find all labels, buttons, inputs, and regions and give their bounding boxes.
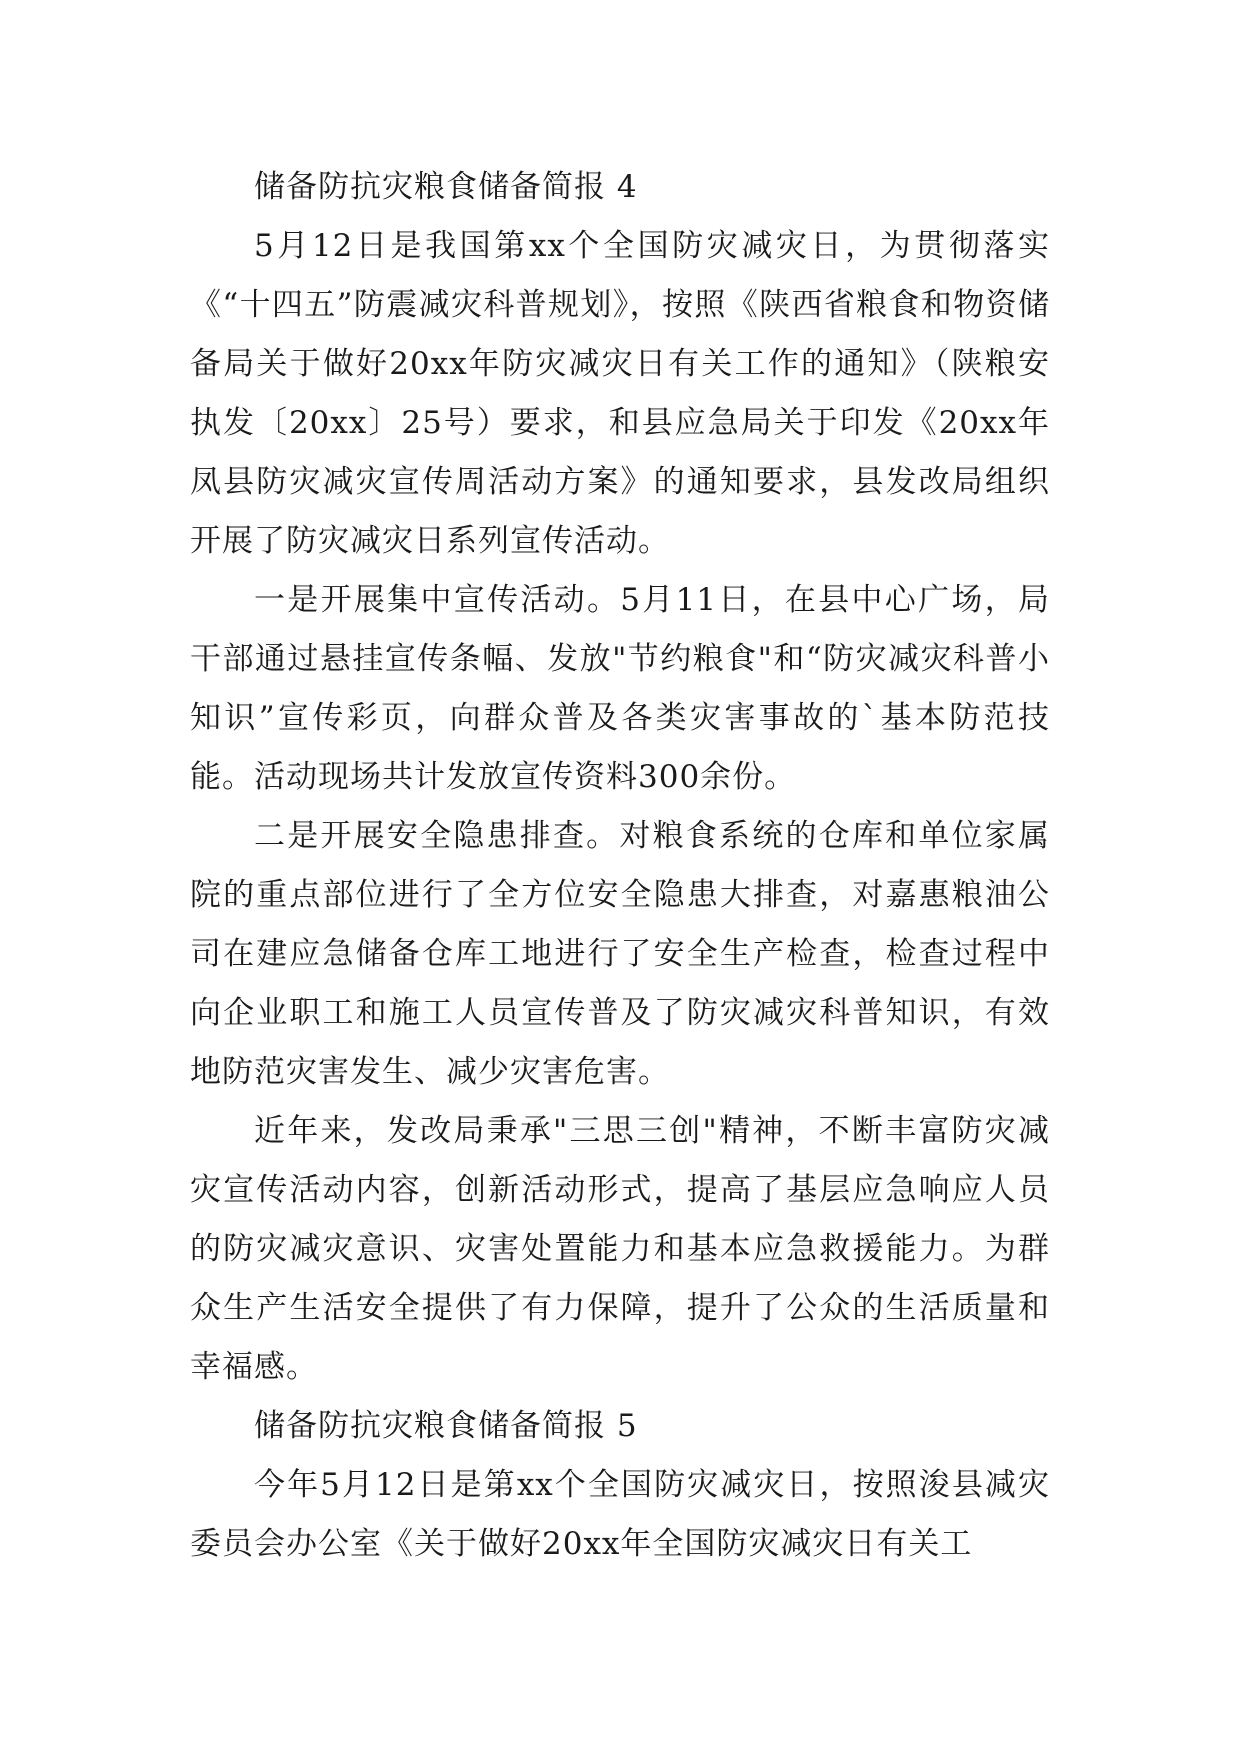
report-section-4	[190, 158, 1050, 1397]
paragraph: 今年5月12日是第xx个全国防灾减灾日，按照浚县减灾委员会办公室《关于做好20xx年全国防灾减灾日有关工	[190, 1467, 1050, 1562]
document-page	[190, 158, 1050, 1574]
section-title: 储备防抗灾粮食储备简报 4	[254, 169, 638, 205]
report-section-5	[190, 1397, 1050, 1574]
paragraph: 5月12日是我国第xx个全国防灾减灾日，为贯彻落实《“十四五”防震减灾科普规划》，按照《陕西省粮食和物资储备局关于做好20xx年防灾减灾日有关工作的通知》（陕粮安执发〔20xx〕25号）要求，和县应急局关于印发《20xx年凤县防灾减灾宣传周活动方案》的通知要求，县发改局组织开展了防灾减灾日系列宣传活动。	[190, 228, 1050, 559]
paragraph: 近年来，发改局秉承"三思三创"精神，不断丰富防灾减灾宣传活动内容，创新活动形式，提高了基层应急响应人员的防灾减灾意识、灾害处置能力和基本应急救援能力。为群众生产生活安全提供了有力保障，提升了公众的生活质量和幸福感。	[190, 1113, 1050, 1385]
paragraph: 二是开展安全隐患排查。对粮食系统的仓库和单位家属院的重点部位进行了全方位安全隐患大排查，对嘉惠粮油公司在建应急储备仓库工地进行了安全生产检查，检查过程中向企业职工和施工人员宣传普及了防灾减灾科普知识，有效地防范灾害发生、减少灾害危害。	[190, 818, 1050, 1090]
section-title: 储备防抗灾粮食储备简报 5	[254, 1408, 638, 1444]
paragraph: 一是开展集中宣传活动。5月11日，在县中心广场，局干部通过悬挂宣传条幅、发放"节约粮食"和“防灾减灾科普小知识”宣传彩页，向群众普及各类灾害事故的`基本防范技能。活动现场共计发放宣传资料300余份。	[190, 582, 1050, 795]
